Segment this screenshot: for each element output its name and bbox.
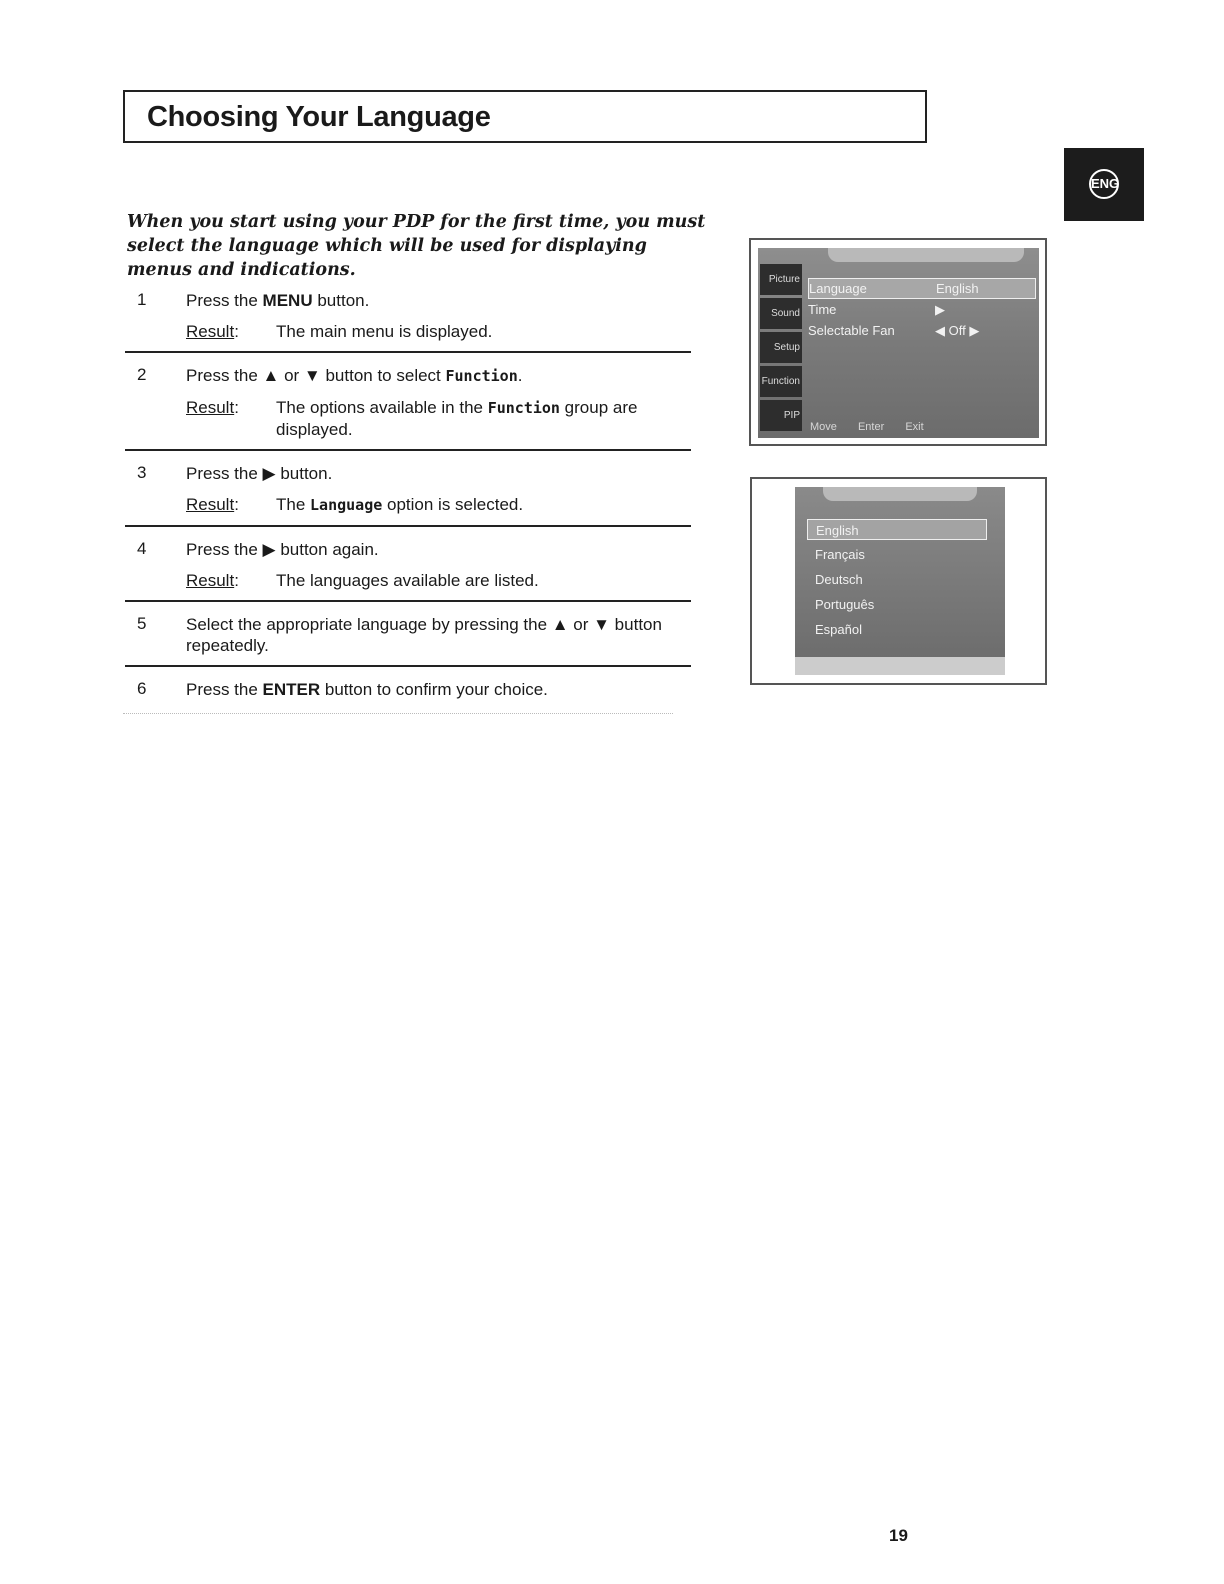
language-option-francais: Français — [815, 547, 865, 562]
step-4 — [125, 539, 691, 591]
eng-badge: ENG — [1089, 169, 1119, 199]
title-box — [123, 90, 927, 143]
footer-move: Move — [810, 421, 837, 433]
sidebar-item-pip: PIP — [760, 400, 802, 431]
divider — [125, 600, 691, 602]
sidebar-item-setup: Setup — [760, 332, 802, 363]
dotted-rule — [123, 713, 673, 715]
step-number: 6 — [137, 679, 147, 698]
steps-list — [125, 290, 691, 700]
page-number: 19 — [889, 1526, 908, 1545]
sidebar-item-sound: Sound — [760, 298, 802, 329]
function-menu-screenshot — [749, 238, 1047, 446]
language-tab — [1064, 148, 1144, 221]
step-number: 1 — [137, 290, 147, 309]
intro-text: When you start using your PDP for the first time, you must select the language which will be used for displaying menus and indications. — [127, 212, 706, 280]
divider — [125, 525, 691, 527]
osd-screen — [758, 248, 1039, 438]
step-result: Result: The options available in the Function group are displayed. — [186, 397, 691, 440]
footer-enter: Enter — [857, 421, 885, 433]
language-option-portugues: Português — [815, 597, 875, 612]
language-list-screenshot — [750, 477, 1047, 685]
step-2 — [125, 365, 691, 440]
result-text: The options available in the Function group are displayed. — [276, 398, 638, 439]
step-result: Result: The Language option is selected. — [186, 494, 691, 516]
step-number: 3 — [137, 463, 147, 482]
osd-sidebar — [760, 264, 802, 434]
step-instruction: Press the ▲ or ▼ button to select Function. — [186, 366, 523, 385]
step-number: 5 — [137, 614, 147, 633]
result-label: Result — [186, 322, 235, 341]
language-option-espanol: Español — [815, 622, 862, 637]
result-label: Result — [186, 495, 235, 514]
page-title: Choosing Your Language — [147, 101, 491, 133]
osd-row-selectable-fan: Selectable Fan ◀ Off ▶ — [808, 323, 980, 338]
result-label: Result — [186, 398, 235, 417]
osd-footer — [810, 418, 1038, 436]
step-instruction: Select the appropriate language by pressing the ▲ or ▼ button repeatedly. — [186, 615, 662, 655]
step-instruction: Press the MENU button. — [186, 291, 370, 310]
language-option-deutsch: Deutsch — [815, 572, 863, 587]
sidebar-item-picture: Picture — [760, 264, 802, 295]
step-instruction: Press the ▶ button again. — [186, 540, 379, 559]
result-text: The languages available are listed. — [276, 571, 539, 590]
divider — [125, 665, 691, 667]
result-text: The Language option is selected. — [276, 495, 524, 514]
step-1 — [125, 290, 691, 342]
step-number: 2 — [137, 365, 147, 384]
osd-screen — [795, 487, 1005, 675]
osd-header — [823, 487, 977, 501]
osd-header — [828, 248, 1024, 262]
sidebar-item-function: Function — [760, 366, 802, 397]
step-result: Result: The languages available are listed. — [186, 570, 691, 591]
footer-exit: Exit — [905, 421, 924, 433]
step-6 — [125, 679, 691, 700]
step-number: 4 — [137, 539, 147, 558]
language-option-english: English — [807, 519, 987, 540]
step-instruction: Press the ENTER button to confirm your choice. — [186, 680, 548, 699]
osd-row-time: Time ▶ — [808, 302, 945, 317]
step-result: Result: The main menu is displayed. — [186, 321, 691, 342]
divider — [125, 351, 691, 353]
step-instruction: Press the ▶ button. — [186, 464, 333, 483]
step-3 — [125, 463, 691, 516]
divider — [125, 449, 691, 451]
result-label: Result — [186, 571, 235, 590]
osd-row-language: Language English — [808, 278, 1036, 299]
osd-footer — [795, 657, 1005, 675]
step-5 — [125, 614, 691, 656]
result-text: The main menu is displayed. — [276, 322, 493, 341]
